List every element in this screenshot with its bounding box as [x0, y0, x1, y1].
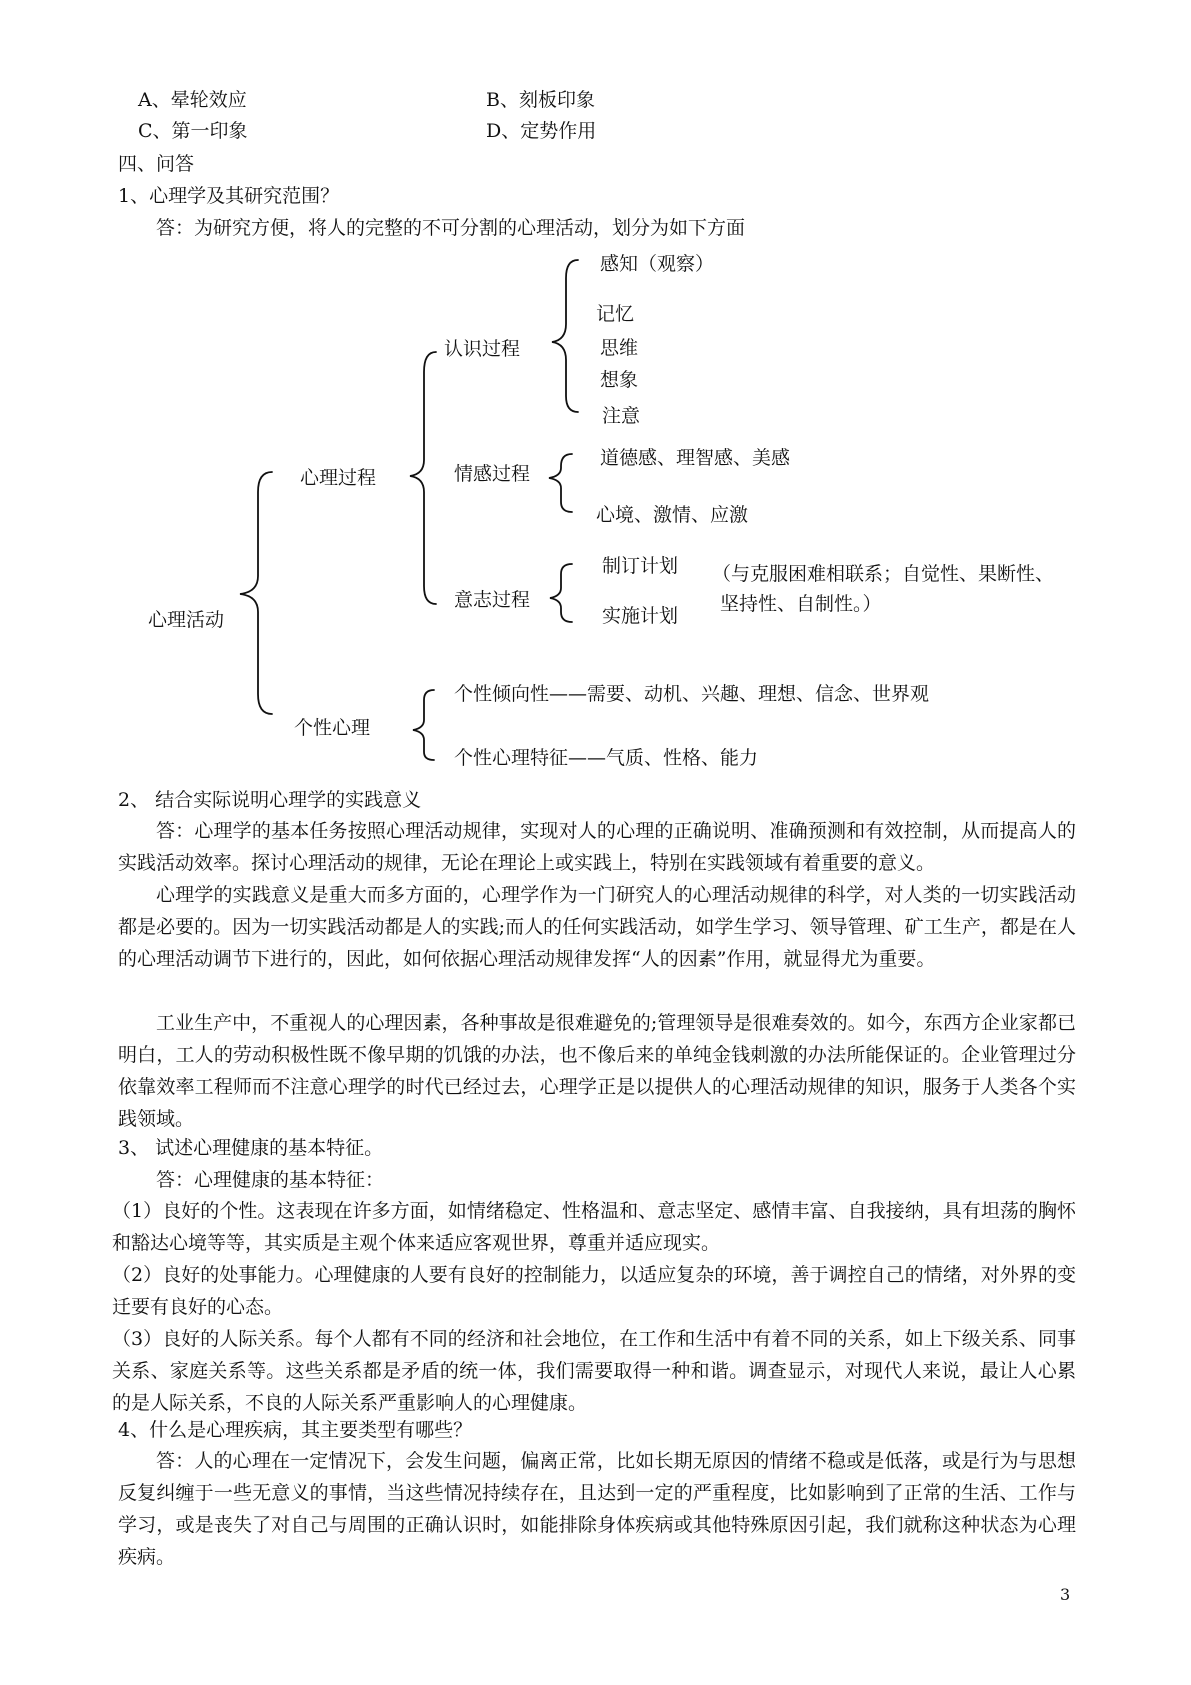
- cognition-item: 感知（观察）: [600, 253, 715, 275]
- q4-paragraph-1: 答：人的心理在一定情况下，会发生问题，偏离正常，比如长期无原因的情绪不稳或是低落，或是行为与思想反复纠缠于一些无意义的事情，当这些情况持续存在，且达到一定的严重程度，比如影响到了正常的生活、工作与学习，或是丧失了对自己与周围的正确认识时，如能排除身体疾病或其他特殊原因引起，我们就称这种状态为心理疾病。: [118, 1450, 1076, 1568]
- q2-paragraph-1: 答：心理学的基本任务按照心理活动规律，实现对人的心理的正确说明、准确预测和有效控制，从而提高人的实践活动效率。探讨心理活动的规律，无论在理论上或实践上，特别在实践领域有着重要的意义。: [118, 820, 1076, 874]
- q4-title: 4、什么是心理疾病，其主要类型有哪些？: [118, 1419, 473, 1441]
- diagram-will: 意志过程: [454, 589, 531, 611]
- page-number: 3: [1060, 1585, 1071, 1604]
- diagram-emotion: 情感过程: [454, 463, 531, 485]
- will-item: 实施计划: [602, 605, 679, 627]
- q1-title: 1、心理学及其研究范围？: [118, 185, 340, 207]
- q3-title: 3、 试述心理健康的基本特征。: [118, 1137, 384, 1159]
- q2-paragraph-3: 工业生产中，不重视人的心理因素，各种事故是很难避免的;管理领导是很难奏效的。如今，东西方企业家都已明白，工人的劳动积极性既不像早期的饥饿的办法，也不像后来的单纯金钱刺激的办法所能保证的。企业管理过分依靠效率工程师而不注意心理学的时代已经过去，心理学正是以提供人的心理活动规律的知识，服务于人类各个实践领域。: [118, 1012, 1076, 1130]
- option-c: C、第一印象: [138, 120, 248, 142]
- process-brace: [410, 352, 436, 604]
- root-brace: [240, 472, 272, 714]
- diagram-process: 心理过程: [300, 467, 377, 489]
- q2-paragraph-2: 心理学的实践意义是重大而多方面的，心理学作为一门研究人的心理活动规律的科学，对人类的一切实践活动都是必要的。因为一切实践活动都是人的实践;而人的任何实践活动，如学生学习、领导管理、矿工生产，都是在人的心理活动调节下进行的，因此，如何依据心理活动规律发挥“人的因素”作用，就显得尤为重要。: [118, 884, 1076, 970]
- option-b: B、刻板印象: [486, 89, 595, 111]
- cognition-brace: [552, 260, 578, 412]
- q3-point-2: （2）良好的处事能力。心理健康的人要有良好的控制能力，以适应复杂的环境，善于调控自己的情绪，对外界的变迁要有良好的心态。: [112, 1264, 1076, 1318]
- cognition-item: 注意: [602, 405, 641, 427]
- diagram-personality: 个性心理: [294, 717, 371, 739]
- emotion-brace: [549, 454, 572, 512]
- will-note: 坚持性、自制性。）: [720, 593, 882, 615]
- will-item: 制订计划: [602, 555, 679, 577]
- will-note: （与克服困难相联系；自觉性、果断性、: [712, 563, 1055, 585]
- option-a: A、晕轮效应: [138, 89, 247, 111]
- option-d: D、定势作用: [486, 120, 597, 142]
- personality-brace: [413, 690, 434, 760]
- personality-item: 个性倾向性——需要、动机、兴趣、理想、信念、世界观: [454, 683, 930, 705]
- cognition-item: 想象: [600, 369, 639, 391]
- personality-item: 个性心理特征——气质、性格、能力: [454, 747, 759, 769]
- emotion-item: 心境、激情、应激: [596, 504, 749, 526]
- q1-answer-intro: 答：为研究方便，将人的完整的不可分割的心理活动，划分为如下方面: [156, 217, 746, 239]
- emotion-item: 道德感、理智感、美感: [600, 447, 791, 469]
- q3-answer-intro: 答：心理健康的基本特征：: [156, 1169, 385, 1191]
- q3-point-1: （1）良好的个性。这表现在许多方面，如情绪稳定、性格温和、意志坚定、感情丰富、自我接纳，具有坦荡的胸怀和豁达心境等等，其实质是主观个体来适应客观世界，尊重并适应现实。: [112, 1200, 1076, 1254]
- section-title: 四、问答: [118, 153, 195, 175]
- cognition-item: 思维: [600, 337, 639, 359]
- diagram-root: 心理活动: [148, 609, 225, 631]
- diagram-cognition: 认识过程: [444, 338, 521, 360]
- q3-point-3: （3）良好的人际关系。每个人都有不同的经济和社会地位，在工作和生活中有着不同的关系，如上下级关系、同事关系、家庭关系等。这些关系都是矛盾的统一体，我们需要取得一种和谐。调查显示，对现代人来说，最让人心累的是人际关系，不良的人际关系严重影响人的心理健康。: [112, 1328, 1076, 1414]
- will-brace: [550, 564, 572, 622]
- q2-title: 2、 结合实际说明心理学的实践意义: [118, 789, 422, 811]
- cognition-item: 记忆: [596, 303, 635, 325]
